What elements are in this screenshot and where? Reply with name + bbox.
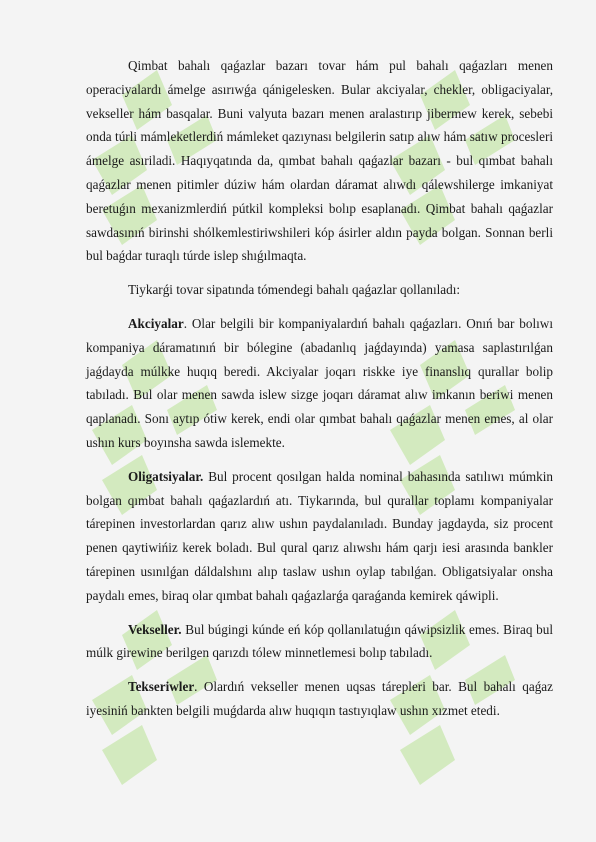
paragraph-intro (86, 54, 553, 268)
paragraph-text: Olar belgili bir kompaniyalardıń bahalı qaǵazları. Onıń bar bolıwı kompaniya dáramatınıń bir bólegine (abadanlıq jaǵdayında) yamasa saplastırılǵan jaǵdayda múlkke huqıq beredi. Akciyalar joqarı riskke iye finanslıq qurallar bolip tabıladı. Bul olar menen sawda islew sizge joqarı dáramat alıw imkanın beriwi menen qaplanadı. Sonı aytıp ótiw kerek, endi olar qımbat bahalı qaǵazlar menen emes, al olar ushın kurs boyınsha sawda islemekte. (86, 315, 553, 450)
paragraph-text: Tiykarǵi tovar sipatında tómendegi bahalı qaǵazlar qollanıladı: (128, 282, 461, 298)
paragraph-text: Qimbat bahalı qaǵazlar bazarı tovar hám pul bahalı qaǵazları menen operaciyalardı ámelge asırıwǵa qánigelesken. Bular akciyalar, chekler, obligaciyalar, vekseller hám basqalar. Buni valyuta bazarı menen aralastırıp jibermew kerek, sebebi onda túrli mámleketlerdiń mámleket qazıynası belgilerin satıp alıw hám satıw procesleri ámelge asıriladi. Haqıyqatında da, qımbat bahalı qaǵazlar bazarı - bul qımbat bahalı qaǵazlar menen pitimler dúziw hám olardan dáramat alıwdı qálewshilerge imkaniyat beretuǵın mexanizmlerdiń pútkil kompleksi bolıp esaplanadı. Qimbat bahalı qaǵazlar sawdasınıń birinshi shólkemlestiriwshileri kóp ásirler aldın payda bolgan. Sonnan berli bul baǵdar turaqlı túrde islep shıǵılmaqta. (86, 58, 553, 264)
paragraph-vekseller (86, 618, 553, 666)
document-body (86, 54, 553, 733)
paragraph-oligatsiyalar (86, 465, 553, 608)
paragraph-text: Bul búgingi kúnde eń kóp qollanılatuǵın qáwipsizlik emes. Biraq bul múlk girewine berilgen qarızdı tólew minnetlemesi bolıp tabıladı. (86, 621, 553, 661)
paragraph-list-intro (86, 278, 553, 302)
term-heading: Tekseriwler (128, 679, 195, 695)
paragraph-tekseriwler (86, 675, 553, 723)
term-heading: Vekseller. (128, 621, 182, 637)
paragraph-text: Olardıń vekseller menen uqsas tárepleri bar. Bul bahalı qaǵaz iyesiniń bankten belgili muǵdarda alıw huqıqın tastıyıqlaw ushın xızmet etedi. (86, 679, 553, 718)
term-suffix: . (183, 315, 187, 331)
term-heading: Oligatsiyalar. (128, 468, 204, 484)
paragraph-akciyalar (86, 312, 553, 455)
term-suffix: . (194, 679, 198, 695)
paragraph-text: Bul procent qosılgan halda nominal bahasında satılıwı múmkin bolgan qımbat bahalı qaǵazlardıń atı. Tiykarında, bul qurallar toplamı kompaniyalar tárepinen investorlardan qarız alıw ushın paydalanıladı. Bunday jagdayda, siz procent penen qaytiwińiz kerek boladı. Bul qural qarız alıwshı hám qarjı iesi arasında bankler tárepinen usınılǵan dáldalshını alıp taslaw ushın oylap tabılǵan. Obligatsiyalar onsha paydalı emes, biraq olar qımbat bahalı qaǵazlarǵa qaraǵanda kemirek qáwipli. (86, 468, 553, 603)
term-heading: Akciyalar (128, 315, 184, 331)
